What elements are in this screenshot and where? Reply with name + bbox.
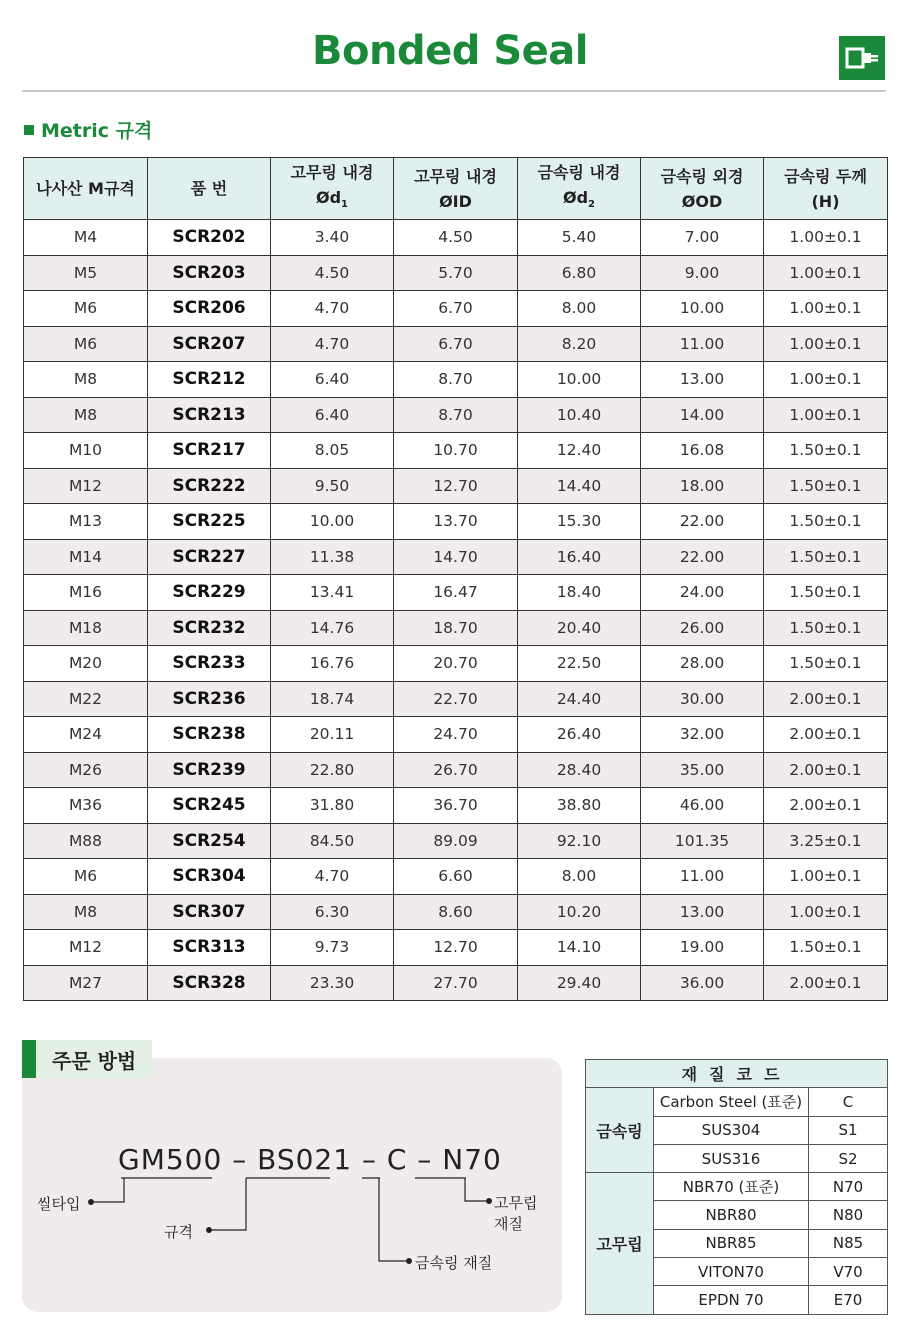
material-group-label: 금속링 (586, 1088, 654, 1173)
part-number-cell: SCR236 (148, 681, 271, 717)
table-cell: 1.00±0.1 (764, 326, 888, 362)
table-cell: 2.00±0.1 (764, 717, 888, 753)
part-number-cell: SCR222 (148, 468, 271, 504)
table-cell: M20 (24, 646, 148, 682)
col-header-subscript: 2 (588, 199, 596, 211)
col-header-symbol-text: Ød (562, 187, 589, 207)
col-header-label: 나사산 M규격 (36, 179, 135, 198)
code-separator: – (232, 1143, 248, 1176)
table-cell: 22.00 (641, 504, 764, 540)
table-cell: 6.70 (394, 326, 518, 362)
table-cell: 2.00±0.1 (764, 752, 888, 788)
table-cell: M16 (24, 575, 148, 611)
table-cell: 8.60 (394, 894, 518, 930)
annotation-seal-type: 씰타입 (37, 1195, 81, 1213)
material-name: EPDN 70 (654, 1286, 809, 1314)
material-row (586, 1173, 888, 1201)
page-title: Bonded Seal (312, 28, 588, 74)
table-cell: 16.76 (271, 646, 394, 682)
table-cell: 27.70 (394, 965, 518, 1001)
table-cell: 8.05 (271, 433, 394, 469)
table-cell: 89.09 (394, 823, 518, 859)
col-header-label: 금속링 두께 (784, 166, 867, 186)
code-separator: – (417, 1143, 433, 1176)
order-method-heading: 주문 방법 (52, 1049, 137, 1073)
table-cell: 1.00±0.1 (764, 220, 888, 256)
annotation-spec: 규격 (164, 1223, 193, 1241)
part-number-cell: SCR217 (148, 433, 271, 469)
table-cell: 6.80 (518, 255, 641, 291)
table-cell: 7.00 (641, 220, 764, 256)
table-cell: 26.00 (641, 610, 764, 646)
table-cell: 1.50±0.1 (764, 610, 888, 646)
part-number-cell: SCR254 (148, 823, 271, 859)
part-number-cell: SCR233 (148, 646, 271, 682)
part-number-cell: SCR239 (148, 752, 271, 788)
code-part-spec: BS021 (257, 1143, 353, 1176)
table-cell: 4.70 (271, 326, 394, 362)
material-code: S1 (809, 1116, 888, 1144)
table-cell: 18.40 (518, 575, 641, 611)
table-cell: 30.00 (641, 681, 764, 717)
table-cell: 10.70 (394, 433, 518, 469)
table-cell: M88 (24, 823, 148, 859)
table-cell: 6.60 (394, 859, 518, 895)
table-cell: M18 (24, 610, 148, 646)
table-cell: 26.70 (394, 752, 518, 788)
table-cell: 22.50 (518, 646, 641, 682)
part-number-cell: SCR238 (148, 717, 271, 753)
table-cell: 1.00±0.1 (764, 894, 888, 930)
table-cell: M12 (24, 930, 148, 966)
part-number-cell: SCR304 (148, 859, 271, 895)
table-cell: 10.00 (518, 362, 641, 398)
table-cell: 6.70 (394, 291, 518, 327)
table-cell: 8.00 (518, 291, 641, 327)
table-cell: 13.41 (271, 575, 394, 611)
table-cell: M13 (24, 504, 148, 540)
table-cell: 8.70 (394, 362, 518, 398)
table-cell: 1.00±0.1 (764, 859, 888, 895)
table-cell: 2.00±0.1 (764, 965, 888, 1001)
table-cell: 6.30 (271, 894, 394, 930)
table-cell: 1.00±0.1 (764, 291, 888, 327)
material-row (586, 1088, 888, 1116)
material-name: SUS316 (654, 1144, 809, 1172)
table-cell: 29.40 (518, 965, 641, 1001)
table-cell: 46.00 (641, 788, 764, 824)
col-header-symbol-text: ØOD (681, 191, 723, 211)
table-cell: 8.00 (518, 859, 641, 895)
annotation-metal-material: 금속링 재질 (415, 1254, 493, 1272)
table-cell: M22 (24, 681, 148, 717)
part-number-cell: SCR232 (148, 610, 271, 646)
table-cell: 14.40 (518, 468, 641, 504)
table-cell: M36 (24, 788, 148, 824)
table-cell: 10.20 (518, 894, 641, 930)
code-part-metal: C (386, 1143, 408, 1176)
table-cell: 11.00 (641, 326, 764, 362)
code-part-seal-type: GM500 (118, 1143, 223, 1176)
part-number-cell: SCR212 (148, 362, 271, 398)
material-table-header: 재질코드 (586, 1060, 888, 1088)
part-number-cell: SCR227 (148, 539, 271, 575)
col-header-label: 고무링 내경 (290, 162, 374, 182)
table-cell: 28.40 (518, 752, 641, 788)
table-cell: 22.80 (271, 752, 394, 788)
table-cell: 24.00 (641, 575, 764, 611)
table-cell: M12 (24, 468, 148, 504)
table-cell: M8 (24, 894, 148, 930)
annotation-rubber-material-1: 고무립 (494, 1194, 538, 1212)
table-cell: 5.40 (518, 220, 641, 256)
table-cell: 9.00 (641, 255, 764, 291)
table-cell: 84.50 (271, 823, 394, 859)
table-cell: 16.40 (518, 539, 641, 575)
table-cell: 14.70 (394, 539, 518, 575)
table-cell: 4.50 (271, 255, 394, 291)
table-cell: 28.00 (641, 646, 764, 682)
table-cell: M4 (24, 220, 148, 256)
table-cell: 24.40 (518, 681, 641, 717)
part-number-cell: SCR307 (148, 894, 271, 930)
table-cell: 4.50 (394, 220, 518, 256)
part-number-cell: SCR213 (148, 397, 271, 433)
table-cell: 16.08 (641, 433, 764, 469)
table-cell: 12.70 (394, 468, 518, 504)
table-cell: 92.10 (518, 823, 641, 859)
table-cell: 18.70 (394, 610, 518, 646)
table-cell: 19.00 (641, 930, 764, 966)
table-cell: 36.00 (641, 965, 764, 1001)
table-cell: 18.74 (271, 681, 394, 717)
part-number-cell: SCR203 (148, 255, 271, 291)
table-cell: 10.40 (518, 397, 641, 433)
table-cell: 2.00±0.1 (764, 681, 888, 717)
table-cell: 13.00 (641, 894, 764, 930)
table-cell: 4.70 (271, 859, 394, 895)
table-cell: 32.00 (641, 717, 764, 753)
table-cell: 1.00±0.1 (764, 362, 888, 398)
table-cell: M8 (24, 397, 148, 433)
table-cell: 20.11 (271, 717, 394, 753)
material-name: SUS304 (654, 1116, 809, 1144)
material-code: S2 (809, 1144, 888, 1172)
table-cell: 6.40 (271, 362, 394, 398)
material-name: NBR85 (654, 1229, 809, 1257)
table-cell: 13.00 (641, 362, 764, 398)
table-cell: 9.73 (271, 930, 394, 966)
col-header-symbol-text: ØID (439, 191, 472, 211)
table-cell: M27 (24, 965, 148, 1001)
table-cell: 1.50±0.1 (764, 539, 888, 575)
material-code: N85 (809, 1229, 888, 1257)
section-label: Metric 규격 (41, 120, 153, 142)
table-cell: 15.30 (518, 504, 641, 540)
material-name: VITON70 (654, 1258, 809, 1286)
part-number-cell: SCR229 (148, 575, 271, 611)
table-cell: 18.00 (641, 468, 764, 504)
material-code: C (809, 1088, 888, 1116)
table-cell: 35.00 (641, 752, 764, 788)
table-cell: 14.00 (641, 397, 764, 433)
table-cell: 16.47 (394, 575, 518, 611)
table-cell: 1.50±0.1 (764, 504, 888, 540)
material-group-label: 고무립 (586, 1173, 654, 1314)
table-cell: 3.25±0.1 (764, 823, 888, 859)
table-cell: 11.00 (641, 859, 764, 895)
table-cell: 36.70 (394, 788, 518, 824)
table-cell: 14.76 (271, 610, 394, 646)
part-number-cell: SCR328 (148, 965, 271, 1001)
table-cell: 38.80 (518, 788, 641, 824)
material-code: N70 (809, 1173, 888, 1201)
code-separator: – (361, 1143, 377, 1176)
col-header-label: 고무링 내경 (414, 166, 497, 186)
table-cell: 1.50±0.1 (764, 468, 888, 504)
table-cell: M6 (24, 326, 148, 362)
material-code: E70 (809, 1286, 888, 1314)
material-name: NBR80 (654, 1201, 809, 1229)
part-number-cell: SCR313 (148, 930, 271, 966)
col-header-subscript: 1 (341, 199, 349, 211)
material-code: N80 (809, 1201, 888, 1229)
material-code-table (585, 1059, 888, 1315)
table-cell: 2.00±0.1 (764, 788, 888, 824)
table-cell: 12.70 (394, 930, 518, 966)
table-cell: 20.40 (518, 610, 641, 646)
col-header-symbol-text: Ød (315, 187, 342, 207)
table-cell: M6 (24, 291, 148, 327)
table-cell: 6.40 (271, 397, 394, 433)
table-cell: M8 (24, 362, 148, 398)
col-header-label: 품 번 (190, 179, 228, 198)
table-cell: M26 (24, 752, 148, 788)
table-cell: 9.50 (271, 468, 394, 504)
material-table-body (586, 1088, 888, 1314)
table-cell: 12.40 (518, 433, 641, 469)
table-cell: 14.10 (518, 930, 641, 966)
table-cell: 22.00 (641, 539, 764, 575)
material-code: V70 (809, 1258, 888, 1286)
table-cell: 8.70 (394, 397, 518, 433)
table-cell: 4.70 (271, 291, 394, 327)
col-header-symbol-text: (H) (811, 191, 840, 211)
table-cell: 1.00±0.1 (764, 255, 888, 291)
code-part-rubber: N70 (442, 1143, 502, 1176)
table-cell: 11.38 (271, 539, 394, 575)
table-cell: 26.40 (518, 717, 641, 753)
table-cell: 10.00 (271, 504, 394, 540)
annotation-rubber-material-2: 재질 (494, 1215, 523, 1233)
table-cell: 3.40 (271, 220, 394, 256)
table-cell: 31.80 (271, 788, 394, 824)
part-number-cell: SCR245 (148, 788, 271, 824)
part-number-cell: SCR225 (148, 504, 271, 540)
table-cell: M14 (24, 539, 148, 575)
table-cell: M5 (24, 255, 148, 291)
table-cell: 1.50±0.1 (764, 433, 888, 469)
material-name: Carbon Steel (표준) (654, 1088, 809, 1116)
table-cell: 5.70 (394, 255, 518, 291)
part-number-cell: SCR207 (148, 326, 271, 362)
table-cell: 1.50±0.1 (764, 646, 888, 682)
col-header-label: 금속링 내경 (537, 162, 621, 182)
table-cell: 13.70 (394, 504, 518, 540)
part-number-cell: SCR202 (148, 220, 271, 256)
table-cell: 22.70 (394, 681, 518, 717)
table-cell: 8.20 (518, 326, 641, 362)
table-cell: M10 (24, 433, 148, 469)
table-cell: 24.70 (394, 717, 518, 753)
table-cell: M6 (24, 859, 148, 895)
part-number-cell: SCR206 (148, 291, 271, 327)
material-name: NBR70 (표준) (654, 1173, 809, 1201)
table-cell: 23.30 (271, 965, 394, 1001)
table-cell: 1.50±0.1 (764, 930, 888, 966)
table-cell: 20.70 (394, 646, 518, 682)
table-cell: 1.50±0.1 (764, 575, 888, 611)
table-cell: 10.00 (641, 291, 764, 327)
col-header-label: 금속링 외경 (660, 166, 744, 186)
table-cell: 101.35 (641, 823, 764, 859)
table-cell: 1.00±0.1 (764, 397, 888, 433)
table-cell: M24 (24, 717, 148, 753)
